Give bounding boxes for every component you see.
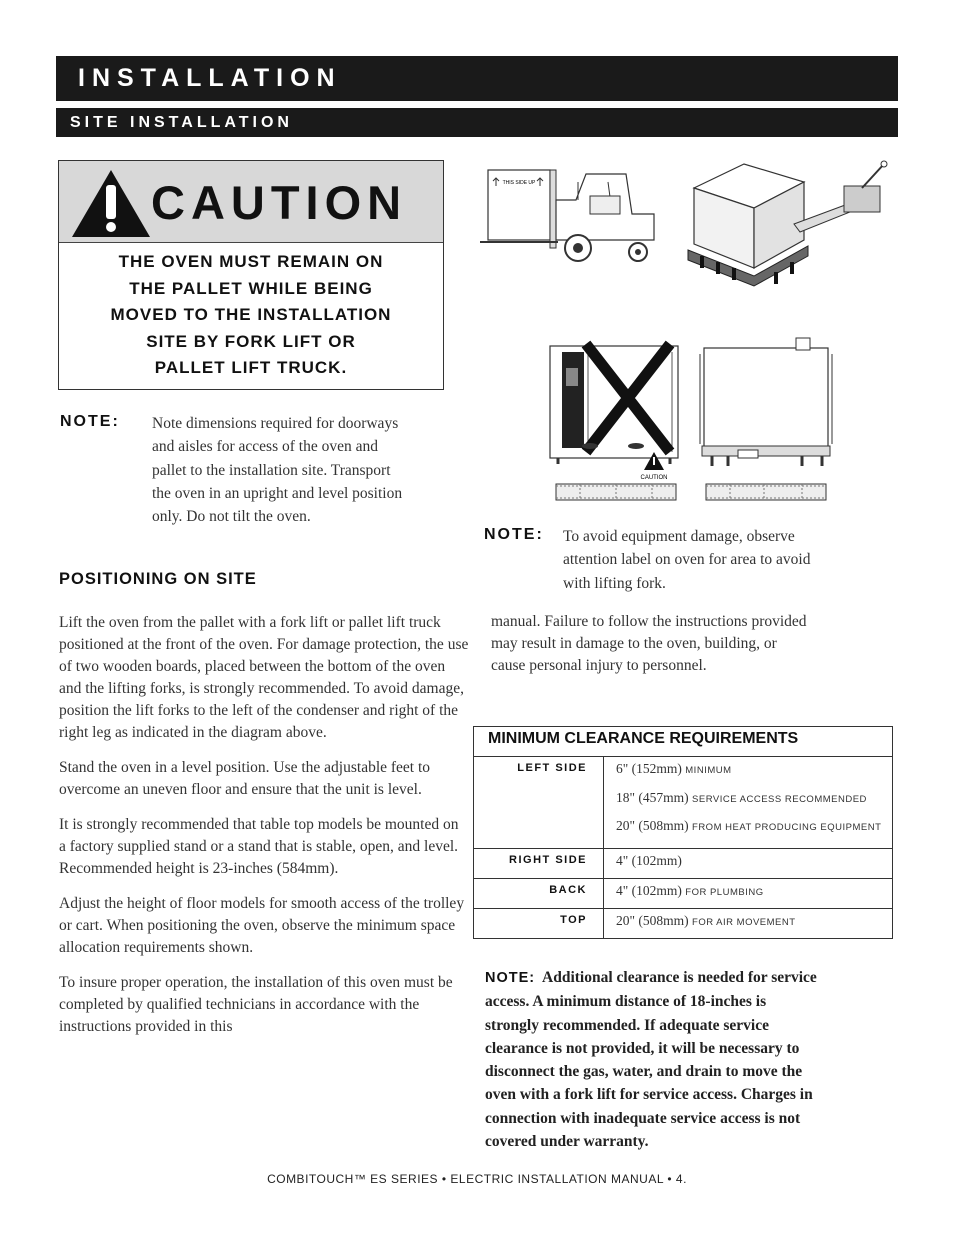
note-line: only. Do not tilt the oven. — [152, 508, 311, 526]
paragraph-line: manual. Failure to follow the instructions provided — [491, 613, 807, 630]
note-line: strongly recommended. If adequate service — [485, 1016, 769, 1034]
oven-lift-incorrect-illustration — [540, 328, 688, 510]
table-row — [474, 757, 893, 849]
paragraph: Stand the oven in a level position. Use the adjustable feet to overcome an uneven floor and ensure that the unit is level. — [59, 759, 431, 798]
note-text — [152, 412, 472, 528]
note-line: Note dimensions required for doorways — [152, 415, 399, 432]
subsection-title-bar — [56, 108, 898, 137]
section-title-bar — [56, 56, 898, 101]
note-label: NOTE: — [484, 526, 544, 543]
subsection-title: SITE INSTALLATION — [70, 114, 293, 131]
clearance-table — [473, 726, 893, 939]
clearance-note: FROM HEAT PRODUCING EQUIPMENT — [692, 822, 882, 833]
clearance-value: 20" (508mm) — [616, 913, 689, 928]
note-line: access. A minimum distance of 18-inches is — [485, 993, 767, 1011]
crate-label: THIS SIDE UP — [502, 180, 536, 186]
note-line: attention label on oven for area to avoid — [563, 551, 811, 569]
note-line: pallet to the installation site. Transport — [152, 461, 391, 479]
paragraph: Lift the oven from the pallet with a fork lift or pallet lift truck positioned at the front of the oven. For damage protection, the use of two wooden boards, placed between the bottom of the oven and the lifting forks, is strongly recommended. To avoid damage, position the lift forks to the left of the condenser and right of the right leg as indicated in the diagram above. — [59, 614, 469, 741]
caution-box — [58, 160, 444, 390]
section-heading: POSITIONING ON SITE — [59, 570, 257, 588]
caution-line: PALLET LIFT TRUCK. — [154, 358, 348, 377]
clearance-value: 4" (102mm) — [616, 883, 682, 898]
row-label: RIGHT SIDE — [474, 849, 604, 879]
note-text — [563, 525, 893, 595]
clearance-note: FOR AIR MOVEMENT — [692, 917, 796, 928]
row-values — [604, 849, 893, 879]
pallet-jack-illustration — [684, 158, 898, 308]
note-line: disconnect the gas, water, and drain to move the — [485, 1063, 803, 1081]
row-label: BACK — [474, 879, 604, 909]
row-values — [604, 757, 893, 849]
paragraph: To insure proper operation, the installation of this oven must be completed by qualified technicians in accordance with the instructions provided in this — [59, 974, 453, 1035]
page-footer: COMBITOUCH™ ES SERIES • ELECTRIC INSTALLATION MANUAL • 4. — [267, 1172, 687, 1186]
row-label: TOP — [474, 909, 604, 939]
warranty-note — [485, 966, 895, 1153]
note-line: and aisles for access of the oven and — [152, 438, 378, 456]
clearance-value: 4" (102mm) — [616, 853, 682, 868]
note-line: with lifting fork. — [563, 574, 666, 592]
table-row — [474, 909, 893, 939]
caution-header — [59, 161, 443, 243]
paragraph-line: may result in damage to the oven, building, or — [491, 635, 777, 652]
caution-message — [59, 249, 443, 382]
row-values — [604, 879, 893, 909]
caution-heading: CAUTION — [151, 176, 408, 229]
row-values — [604, 909, 893, 939]
body-column-left — [59, 612, 469, 1051]
caution-line: MOVED TO THE INSTALLATION — [110, 305, 392, 324]
caution-line: SITE BY FORK LIFT OR — [146, 331, 356, 351]
note-label: NOTE: — [485, 970, 536, 986]
forklift-illustration — [478, 160, 668, 270]
note-line: Additional clearance is needed for service — [542, 969, 817, 986]
note-line: clearance is not provided, it will be necessary to — [485, 1039, 800, 1057]
body-column-right — [491, 611, 896, 677]
clearance-note: MINIMUM — [685, 765, 732, 776]
warning-triangle-icon — [69, 167, 153, 239]
clearance-note: SERVICE ACCESS RECOMMENDED — [692, 793, 867, 805]
section-title: INSTALLATION — [78, 64, 342, 92]
paragraph-line: cause personal injury to personnel. — [491, 657, 707, 674]
table-row — [474, 849, 893, 879]
oven-caution-label: CAUTION — [640, 475, 668, 481]
note-line: connection with inadequate service access is not — [485, 1109, 801, 1127]
clearance-table-title: MINIMUM CLEARANCE REQUIREMENTS — [474, 727, 893, 757]
note-line: covered under warranty. — [485, 1133, 649, 1151]
clearance-value: 18" (457mm) — [616, 789, 689, 805]
caution-line: THE PALLET WHILE BEING — [129, 278, 373, 298]
table-row — [474, 879, 893, 909]
paragraph: It is strongly recommended that table top models be mounted on a factory supplied stand or a stand that is stable, open, and level. Recommended height is 23-inches (584mm). — [59, 816, 459, 877]
note-line: To avoid equipment damage, observe — [563, 528, 795, 545]
caution-line: THE OVEN MUST REMAIN ON — [118, 252, 384, 271]
paragraph: Adjust the height of floor models for smooth access of the trolley or cart. When positioning the oven, observe the minimum space allocation requirements shown. — [59, 895, 465, 956]
clearance-note: FOR PLUMBING — [685, 887, 764, 898]
note-line: the oven in an upright and level position — [152, 484, 403, 502]
row-label: LEFT SIDE — [474, 757, 604, 849]
oven-side-illustration — [698, 330, 834, 510]
note-line: oven with a fork lift for service access. Charges in — [485, 1086, 813, 1104]
note-label: NOTE: — [60, 413, 120, 430]
clearance-value: 20" (508mm) — [616, 818, 689, 833]
clearance-value: 6" (152mm) — [616, 761, 682, 776]
